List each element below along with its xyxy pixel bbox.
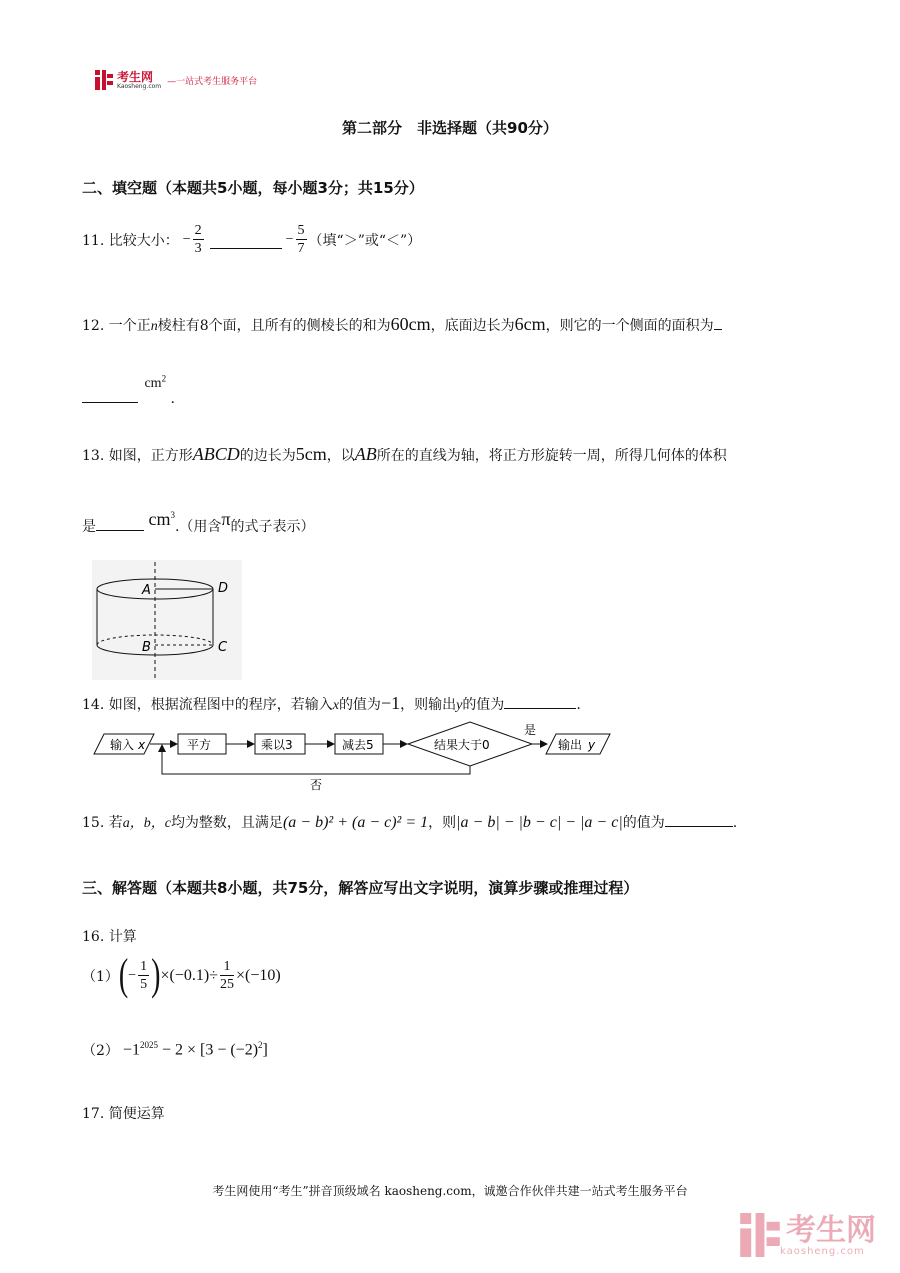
watermark-name: 考生网 <box>786 1213 876 1248</box>
q11-prefix: 11. 比较大小： <box>82 232 179 249</box>
flow-input-label: 输入 <box>110 738 135 752</box>
svg-text:结果大于0: 结果大于0 <box>434 738 490 752</box>
q15-equation: (a − b)² + (a − c)² = 1 <box>282 814 429 831</box>
q14-answer-blank[interactable] <box>504 708 576 709</box>
q13-answer-blank[interactable] <box>96 508 144 531</box>
page-title: 第二部分 非选择题（共90分） <box>342 119 558 137</box>
q11-answer-blank[interactable] <box>210 230 282 249</box>
question-14: 14. 如图，根据流程图中的程序，若输入x的值为−1，则输出y的值为 . <box>82 693 581 713</box>
flowchart <box>92 720 632 792</box>
watermark-domain: kaosheng.com <box>780 1246 865 1257</box>
label-d: D <box>218 581 229 596</box>
svg-text:x: x <box>138 738 146 752</box>
question-17-title: 17. 简便运算 <box>82 1106 165 1122</box>
question-16-part-2: （2） $-1^{2025} - 2 \times [3 - (-2)^2]$ <box>82 1040 268 1059</box>
question-13-line-2: 是 $cm^3$.（用含π的式子表示） <box>82 509 315 535</box>
q11-suffix: （填“＞”或“＜”） <box>308 232 422 249</box>
q11-fraction-2: $\frac{5}{7}$ <box>297 223 305 256</box>
flow-no-label: 否 <box>310 778 323 792</box>
question-13: 13. 如图，正方形ABCD的边长为5cm，以AB所在的直线为轴，将正方形旋转一周，所得几何体的体积 <box>82 444 727 464</box>
section-2-heading: 二、填空题（本题共5小题，每小题3分；共15分） <box>82 179 424 197</box>
q16-p1-fraction-2: $\frac{1}{25}$ <box>219 959 234 992</box>
question-15: 15. 若a，b，c均为整数，且满足(a − b)² + (a − c)² = 1，则|a − b| − |b − c| − |a − c|的值为 . <box>82 814 738 831</box>
section-3-heading: 三、解答题（本题共8小题，共75分，解答应写出文字说明，演算步骤或推理过程） <box>82 879 639 897</box>
question-16-part-1: （1） ( − $\frac{1}{5}$ ) ×(−0.1)÷ $\frac{1}{25}$ ×(−10) <box>82 949 281 1000</box>
question-12-line-2: $cm^2$ . <box>82 376 175 408</box>
label-b: B <box>142 640 151 655</box>
logo-domain: Kaosheng.com <box>117 82 162 90</box>
q15-expression: |a − b| − |b − c| − |a − c| <box>456 814 623 831</box>
svg-text:输出: 输出 <box>558 738 583 752</box>
q11-fraction-1: $\frac{2}{3}$ <box>194 223 202 256</box>
q16-p1-fraction-1: $\frac{1}{5}$ <box>140 959 148 992</box>
question-12: 12. 一个正n棱柱有8个面，且所有的侧棱长的和为60cm，底面边长为6cm，则它的一个侧面的面积为 <box>82 314 722 335</box>
svg-text:平方: 平方 <box>187 738 212 752</box>
svg-text:乘以3: 乘以3 <box>261 738 293 752</box>
watermark-logo-icon <box>740 1213 780 1257</box>
flow-yes-label: 是 <box>524 723 537 737</box>
logo-slogan: —一站式考生服务平台 <box>167 76 258 87</box>
q12-answer-blank[interactable] <box>82 376 138 403</box>
question-16-title: 16. 计算 <box>82 929 137 945</box>
svg-text:y: y <box>588 738 596 752</box>
page-footer: 考生网使用“考生”拼音顶级域名 kaosheng.com，诚邀合作伙伴共建一站式考生服务平台 <box>212 1184 688 1198</box>
svg-text:减去5: 减去5 <box>342 738 374 752</box>
question-11: 11. 比较大小： − $\frac{2}{3}$ − $\frac{5}{7}$ （填“＞”或“＜”） <box>82 223 422 256</box>
q15-answer-blank[interactable] <box>665 826 733 827</box>
kaosheng-logo-icon <box>95 70 113 90</box>
label-c: C <box>218 640 228 655</box>
label-a: A <box>142 583 151 598</box>
logo-name: 考生网 <box>117 69 154 84</box>
cylinder-figure <box>92 560 242 680</box>
watermark <box>740 1213 876 1257</box>
header-logo <box>95 70 257 90</box>
